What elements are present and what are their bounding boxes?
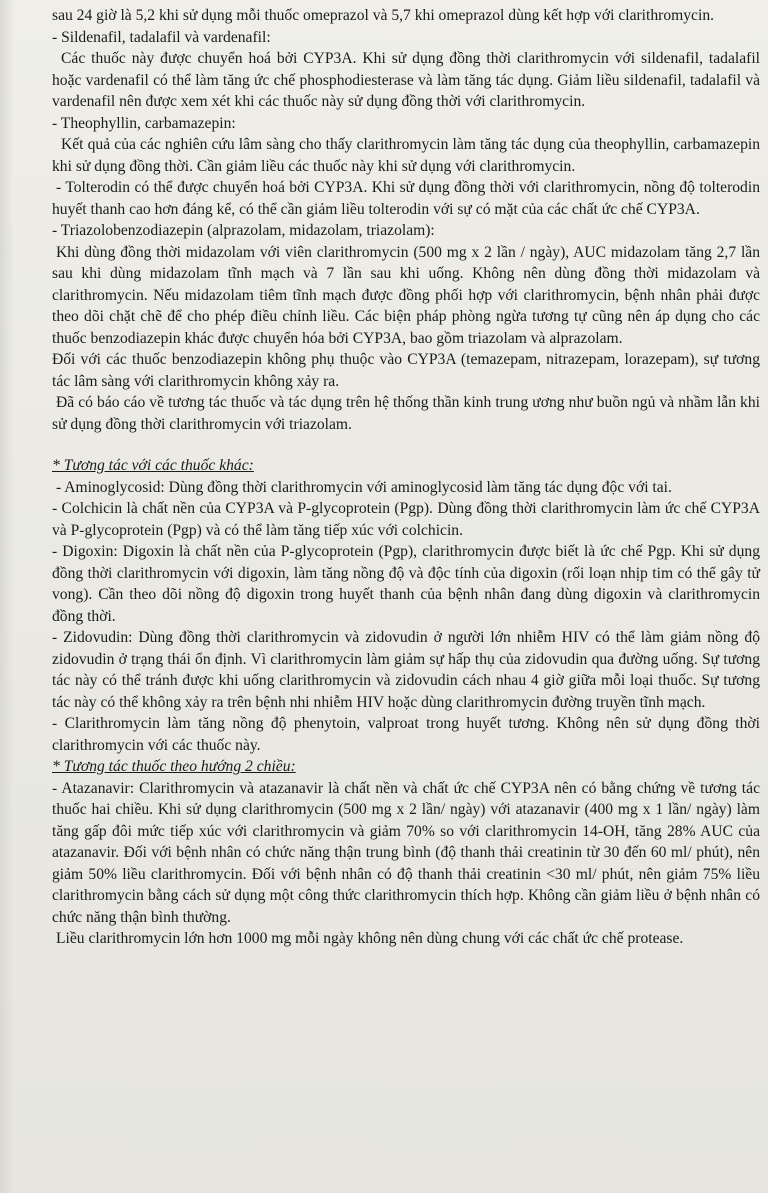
paragraph-phenytoin: - Clarithromycin làm tăng nồng độ phenytoin, valproat trong huyết tương. Không nên sử dụng đồng thời clarithromycin với các thuốc này. xyxy=(52,715,760,754)
paragraph-midazolam: Khi dùng đồng thời midazolam với viên clarithromycin (500 mg x 2 lần / ngày), AUC midazolam tăng 2,7 lần sau khi dùng midazolam tĩnh mạch và 7 lần sau khi uống. Không nên dùng đồng thời midazolam và clarithromycin. Nếu midazolam tiêm tĩnh mạch được đồng phối hợp với clarithromycin, bệnh nhân phải được theo dõi chặt chẽ để cho phép điều chỉnh liều. Các biện pháp phòng ngừa tương tự cũng nên áp dụng cho các thuốc benzodiazepin khác được chuyển hóa bởi CYP3A, bao gồm triazolam và alprazolam. xyxy=(52,243,760,347)
paragraph-colchicin: - Colchicin là chất nền của CYP3A và P-glycoprotein (Pgp). Dùng đồng thời clarithromycin làm ức chế CYP3A và P-glycoprotein (Pgp) và có thể làm tăng tiếp xúc với colchicin. xyxy=(52,500,760,539)
paragraph-atazanavir: - Atazanavir: Clarithromycin và atazanavir là chất nền và chất ức chế CYP3A nên có bằng chứng về tương tác thuốc hai chiều. Khi sử dụng clarithromycin (500 mg x 2 lần/ ngày) với atazanavir (400 mg x 1 lần/ ngày) làm tăng gấp đôi mức tiếp xúc với clarithromycin và giảm 70% so với clarithromycin 14-OH, tăng 28% AUC của atazanavir. Đối với bệnh nhân có chức năng thận trung bình (độ thanh thải creatinin từ 30 đến 60 ml/ phút), nên giảm 50% liều clarithromycin. Đối với bệnh nhân có độ thanh thải creatinin <30 ml/ phút, nên giảm 75% liều clarithromycin bằng cách sử dụng một công thức clarithromycin thích hợp. Không cần giảm liều ở bệnh nhân có chức năng thận bình thường. xyxy=(52,779,760,926)
section-heading-other-drugs: * Tương tác với các thuốc khác: xyxy=(52,457,254,474)
heading-theophyllin: - Theophyllin, carbamazepin: xyxy=(52,114,236,132)
paragraph-protease: Liều clarithromycin lớn hơn 1000 mg mỗi ngày không nên dùng chung với các chất ức chế protease. xyxy=(56,930,684,947)
heading-sildenafil: - Sildenafil, tadalafil và vardenafil: xyxy=(52,28,271,46)
paragraph-theophyllin: Kết quả của các nghiên cứu lâm sàng cho thấy clarithromycin làm tăng tác dụng của theophyllin, carbamazepin khi sử dụng đồng thời. Cần giảm liều các thuốc này khi sử dụng với clarithromycin. xyxy=(52,136,760,175)
paragraph-tolterodin: - Tolterodin có thể được chuyển hoá bởi CYP3A. Khi sử dụng đồng thời với clarithromycin, nồng độ tolterodin huyết thanh cao hơn đáng kể, có thể cần giảm liều tolterodin với sự có mặt của các chất ức chế CYP3A. xyxy=(52,179,760,218)
paragraph-zidovudin: - Zidovudin: Dùng đồng thời clarithromycin và zidovudin ở người lớn nhiễm HIV có thể làm giảm nồng độ zidovudin ở trạng thái ổn định. Vì clarithromycin làm giảm sự hấp thụ của zidovudin qua đường uống. Sự tương tác này có thể tránh được khi uống clarithromycin và zidovudin cách nhau 4 giờ giữa mỗi loại thuốc. Sự tương tác này có thể không xảy ra trên bệnh nhi nhiễm HIV hoặc dùng clarithromycin đường truyền tĩnh mạch. xyxy=(52,629,760,711)
section-heading-two-way: * Tương tác thuốc theo hướng 2 chiều: xyxy=(52,758,296,775)
paragraph-digoxin: - Digoxin: Digoxin là chất nền của P-glycoprotein (Pgp), clarithromycin được biết là ức chế Pgp. Khi sử dụng đồng thời clarithromycin với digoxin, làm tăng nồng độ và độc tính của digoxin (rối loạn nhịp tim có thể gây tử vong). Cần theo dõi nồng độ digoxin trong huyết thanh của bệnh nhân đang dùng digoxin và clarithromycin đồng thời. xyxy=(52,543,760,625)
paragraph-sildenafil: Các thuốc này được chuyển hoá bởi CYP3A. Khi sử dụng đồng thời clarithromycin với sildenafil, tadalafil hoặc vardenafil có thể làm tăng ức chế phosphodiesterase và làm tăng tác dụng. Giảm liều sildenafil, tadalafil và vardenafil nên được xem xét khi các thuốc này sử dụng đồng thời với clarithromycin. xyxy=(52,50,760,110)
section-gap xyxy=(52,435,760,455)
paragraph-omeprazol-tail: sau 24 giờ là 5,2 khi sử dụng mỗi thuốc omeprazol và 5,7 khi omeprazol dùng kết hợp với clarithromycin. xyxy=(52,7,715,24)
paragraph-aminoglycosid: - Aminoglycosid: Dùng đồng thời clarithromycin với aminoglycosid làm tăng tác dụng độc với tai. xyxy=(56,478,672,496)
paragraph-triazolam: Đã có báo cáo về tương tác thuốc và tác dụng trên hệ thống thần kinh trung ương như buồn ngủ và nhầm lẫn khi sử dụng đồng thời clarithromycin với triazolam. xyxy=(52,394,760,433)
heading-triazolobenzodiazepin: - Triazolobenzodiazepin (alprazolam, midazolam, triazolam): xyxy=(52,222,435,239)
paragraph-benzodiazepin: Đối với các thuốc benzodiazepin không phụ thuộc vào CYP3A (temazepam, nitrazepam, lorazepam), sự tương tác lâm sàng với clarithromycin không xảy ra. xyxy=(52,351,760,390)
